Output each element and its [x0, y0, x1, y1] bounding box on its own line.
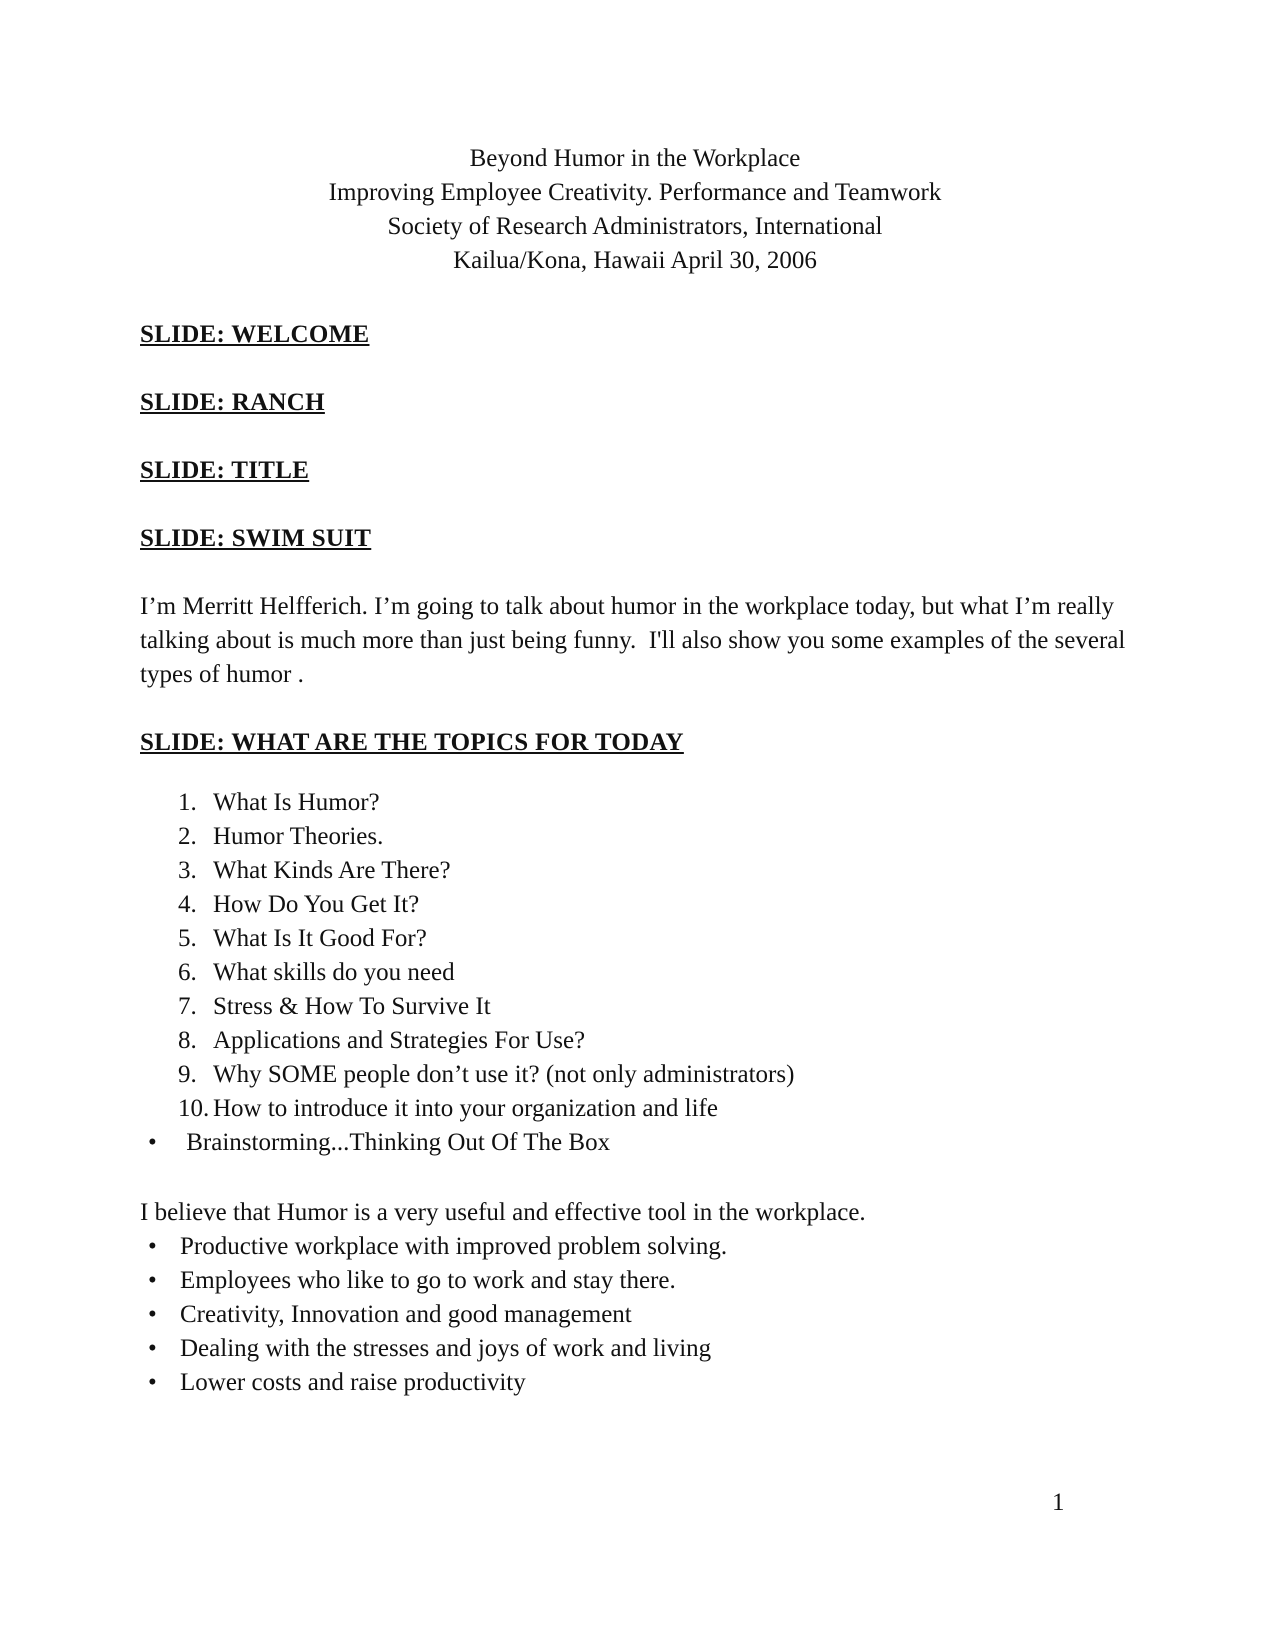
bullet-text: Lower costs and raise productivity: [180, 1369, 526, 1396]
list-item: [178, 990, 1130, 1024]
topics-numbered-list: [140, 786, 1130, 1126]
list-item-text: What Kinds Are There?: [213, 857, 451, 884]
list-item-text: Applications and Strategies For Use?: [213, 1027, 586, 1054]
list-item: [178, 922, 1130, 956]
bullet-icon: •: [148, 1233, 157, 1260]
list-item: [178, 786, 1130, 820]
title-line-4: Kailua/Kona, Hawaii April 30, 2006: [453, 247, 817, 274]
bullet-icon: •: [148, 1129, 157, 1156]
slide-heading-ranch: SLIDE: RANCH: [140, 389, 325, 416]
list-item-text: What skills do you need: [213, 959, 455, 986]
belief-paragraph: I believe that Humor is a very useful and effective tool in the workplace.: [140, 1199, 866, 1226]
bullet-item: [140, 1298, 1130, 1332]
list-item: [178, 854, 1130, 888]
title-line-1: Beyond Humor in the Workplace: [469, 145, 801, 172]
list-item-number: 8.: [178, 1027, 197, 1054]
bullet-icon: •: [148, 1301, 157, 1328]
bullet-icon: •: [148, 1369, 157, 1396]
brainstorm-bullet-item: [140, 1126, 1130, 1160]
bullet-icon: •: [148, 1335, 157, 1362]
list-item-text: What Is Humor?: [213, 789, 380, 816]
list-item-text: Why SOME people don’t use it? (not only administrators): [213, 1061, 795, 1088]
list-item-number: 7.: [178, 993, 197, 1020]
list-item: [178, 820, 1130, 854]
list-item: [178, 956, 1130, 990]
list-item-number: 10.: [178, 1095, 210, 1122]
title-line-3: Society of Research Administrators, International: [387, 213, 883, 240]
list-item-text: How to introduce it into your organization and life: [213, 1095, 718, 1122]
title-line-2: Improving Employee Creativity. Performance and Teamwork: [328, 179, 942, 206]
list-item-text: What Is It Good For?: [213, 925, 427, 952]
bullet-item: [140, 1230, 1130, 1264]
list-item-number: 4.: [178, 891, 197, 918]
list-item-text: How Do You Get It?: [213, 891, 420, 918]
list-item-number: 3.: [178, 857, 197, 884]
slide-heading-topics: SLIDE: WHAT ARE THE TOPICS FOR TODAY: [140, 729, 684, 756]
list-item-number: 2.: [178, 823, 197, 850]
list-item-number: 1.: [178, 789, 197, 816]
bullet-item: [140, 1264, 1130, 1298]
list-item: [178, 888, 1130, 922]
list-item: [178, 1092, 1130, 1126]
bullet-item: [140, 1366, 1130, 1400]
list-item-text: Stress & How To Survive It: [213, 993, 491, 1020]
bullet-item: [140, 1332, 1130, 1366]
bullet-icon: •: [148, 1267, 157, 1294]
slide-heading-swim-suit: SLIDE: SWIM SUIT: [140, 525, 372, 552]
bullet-text: Dealing with the stresses and joys of work and living: [180, 1335, 712, 1362]
bullet-text: Creativity, Innovation and good management: [180, 1301, 632, 1328]
intro-paragraph: I’m Merritt Helfferich. I’m going to talk about humor in the workplace today, but what I’m really talking about is much more than just being funny. I'll also show you some examples of the several types of humor .: [140, 593, 1132, 688]
bullet-text: Brainstorming...Thinking Out Of The Box: [180, 1129, 611, 1156]
page-number: 1: [1052, 1489, 1065, 1516]
list-item-number: 6.: [178, 959, 197, 986]
list-item: [178, 1058, 1130, 1092]
document-title-block: [140, 142, 1130, 278]
belief-bullet-list: [140, 1230, 1130, 1400]
list-item-number: 9.: [178, 1061, 197, 1088]
list-item: [178, 1024, 1130, 1058]
slide-heading-welcome: SLIDE: WELCOME: [140, 321, 370, 348]
slide-heading-title: SLIDE: TITLE: [140, 457, 310, 484]
bullet-text: Productive workplace with improved problem solving.: [180, 1233, 728, 1260]
list-item-text: Humor Theories.: [213, 823, 384, 850]
bullet-text: Employees who like to go to work and stay there.: [180, 1267, 676, 1294]
list-item-number: 5.: [178, 925, 197, 952]
